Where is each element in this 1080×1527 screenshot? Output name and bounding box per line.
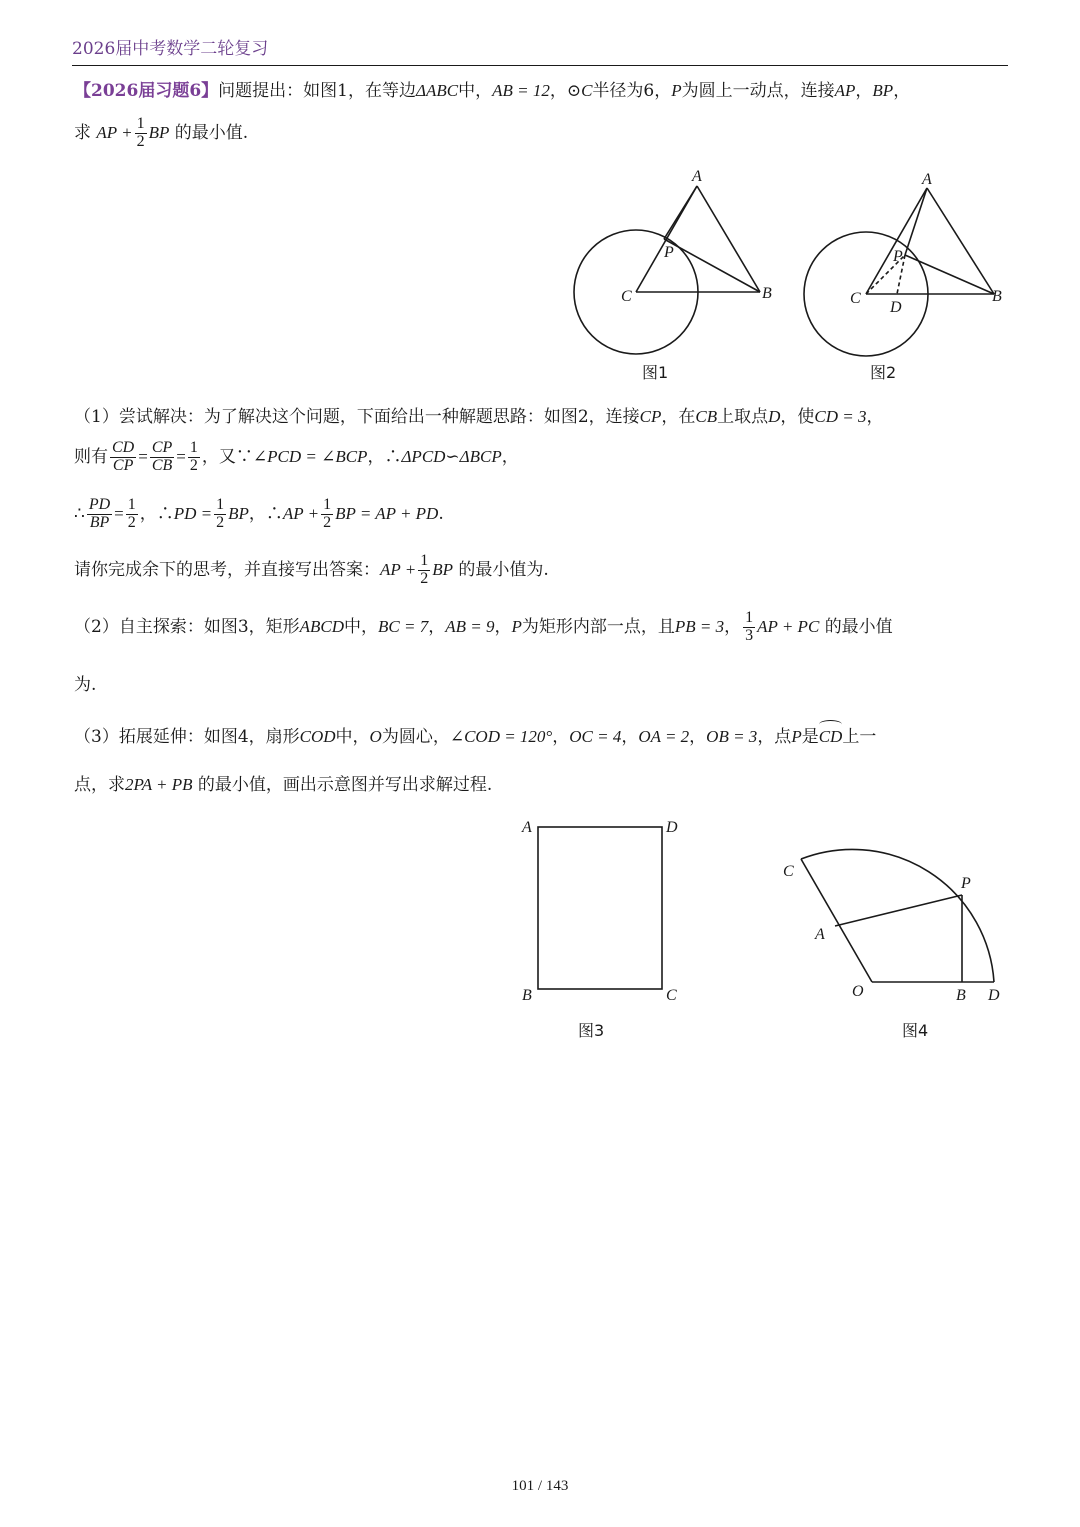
label-o-fig4: O [852,983,864,1000]
segment-pb [664,239,760,292]
fraction-one-third: $\frac{1}{3}$ [745,609,754,644]
label-d-fig4: D [988,987,1000,1004]
fig4-caption: 图4 [902,1021,929,1040]
figures-1-2 [560,160,1030,390]
segment-oc [801,859,872,982]
label-a-fig1: A [692,168,702,185]
label-c-fig3: C [666,987,677,1004]
label-a-fig2: A [922,171,932,188]
figures-3-4 [510,808,1030,1048]
part1-line-3: ∴ $\frac{PD}{BP}$ = $\frac{1}{2}$ ，∴PD = $\frac{1}{2}$ BP，∴AP + $\frac{1}{2}$ BP = AP + PD. [74,496,444,531]
fig2-caption: 图2 [870,363,897,382]
label-d-fig2: D [890,299,902,316]
fraction-one-half-e: $\frac{1}{2}$ [323,496,332,531]
fraction-cd-cp: $\frac{CD}{CP}$ [112,439,135,474]
label-d-fig3: D [666,819,678,836]
segment-ab [697,186,760,292]
arc-cd [801,849,994,982]
part1-line-1: （1）尝试解决：为了解决这个问题，下面给出一种解题思路：如图2，连接CP，在CB上取点D，使CD = 3， [74,407,884,427]
figure-3 [538,827,662,989]
fraction-one-half-c: $\frac{1}{2}$ [127,496,136,531]
problem-tag: 【2026届习题6】 [74,81,219,101]
label-p-fig4: P [961,875,971,892]
fig3-caption: 图3 [578,1021,605,1040]
part2-line-2: 为. [74,675,97,695]
label-b-fig2: B [992,288,1002,305]
segment-pb-fig2 [905,255,994,294]
fraction-one-half-d: $\frac{1}{2}$ [216,496,225,531]
rectangle-abcd [538,827,662,989]
label-p-fig1: P [664,244,674,261]
label-b-fig4: B [956,987,966,1004]
page-header [72,34,1008,66]
label-b-fig1: B [762,285,772,302]
fig1-caption: 图1 [642,363,669,382]
fraction-cp-cb: $\frac{CP}{CB}$ [151,439,173,474]
part3-line-2: 点，求2PA + PB 的最小值，画出示意图并写出求解过程. [74,775,493,795]
fraction-pd-bp: $\frac{PD}{BP}$ [88,496,111,531]
part2-line-1: （2）自主探索：如图3，矩形ABCD中，BC = 7，AB = 9，P为矩形内部一点，且PB = 3， $\frac{1}{3}$ AP + PC 的最小值 [74,609,893,644]
label-a-fig4: A [815,926,825,943]
figure-1 [574,186,760,354]
problem-line-2: 求 AP + $\frac{1}{2}$ BP 的最小值. [74,115,249,150]
page-number: 101 / 143 [511,1478,569,1494]
page-footer [0,1478,1080,1495]
part1-line-4: 请你完成余下的思考，并直接写出答案：AP + $\frac{1}{2}$ BP 的最小值为. [74,552,549,587]
label-c-fig2: C [850,290,861,307]
arc-cd-label: CD [819,727,843,747]
label-p-fig2: P [893,248,903,265]
fraction-one-half-f: $\frac{1}{2}$ [420,552,429,587]
problem-line-1: 【2026届习题6】问题提出：如图1，在等边ΔABC中，AB = 12，⊙C半径为6，P为圆上一动点，连接AP，BP， [74,81,911,101]
segment-ab-fig2 [927,188,994,294]
segment-ap [664,186,697,239]
part3-line-1: （3）拓展延伸：如图4，扇形COD中，O为圆心，∠COD = 120°，OC = 4，OA = 2，OB = 3，点P是 CD上一 [74,722,1010,747]
fraction-one-half: $\frac{1}{2}$ [136,115,145,150]
segment-ap-fig4 [835,895,962,926]
fraction-one-half-b: $\frac{1}{2}$ [189,439,198,474]
figure-2 [804,188,994,356]
document-title: 2026届中考数学二轮复习 [72,39,269,59]
figure-4 [801,849,994,982]
part1-line-2: 则有 $\frac{CD}{CP}$ = $\frac{CP}{CB}$ = $\frac{1}{2}$ ，又∵∠PCD = ∠BCP，∴ΔPCD∽ΔBCP， [74,439,519,474]
label-c-fig1: C [621,288,632,305]
label-c-fig4: C [783,863,794,880]
label-b-fig3: B [522,987,532,1004]
segment-ca-fig2 [866,188,927,294]
label-a-fig3: A [522,819,532,836]
